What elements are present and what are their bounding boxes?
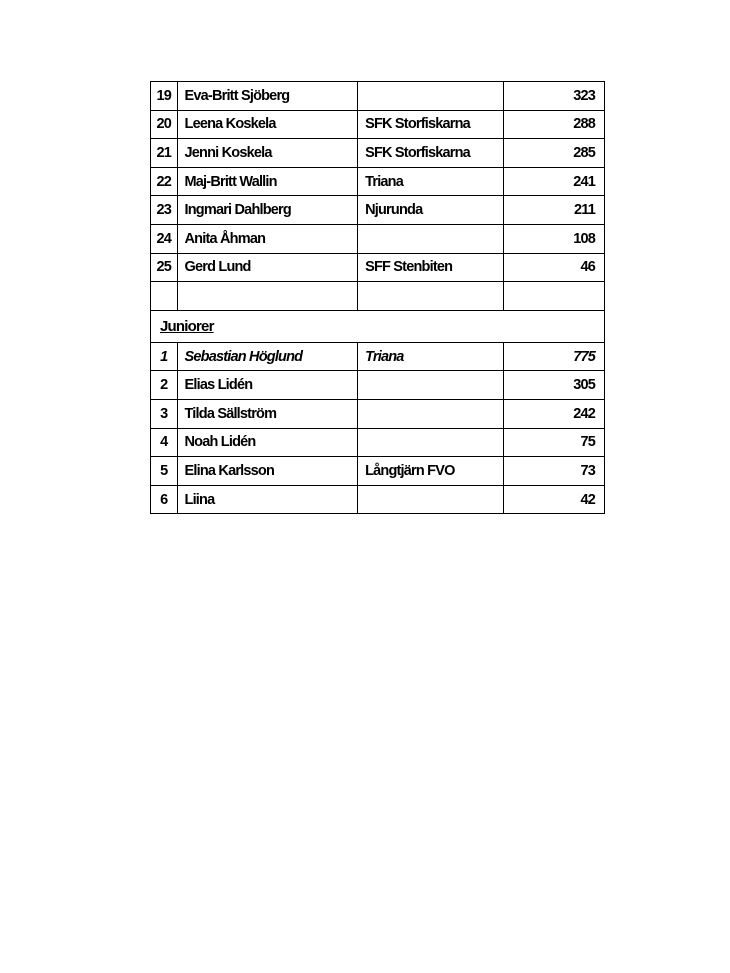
table-row	[151, 457, 605, 486]
club-cell	[358, 224, 504, 253]
points-cell: 305	[503, 371, 604, 400]
table-row	[151, 196, 605, 225]
place-cell: 25	[151, 253, 178, 282]
table-row	[151, 167, 605, 196]
table-row	[151, 399, 605, 428]
table-row	[151, 139, 605, 168]
name-cell: Anita Åhman	[177, 224, 358, 253]
points-cell: 285	[503, 139, 604, 168]
club-cell	[358, 82, 504, 111]
points-cell: 241	[503, 167, 604, 196]
empty-cell	[358, 282, 504, 311]
points-cell: 775	[503, 342, 604, 371]
club-cell: SFK Storfiskarna	[358, 139, 504, 168]
table-row	[151, 82, 605, 111]
table-row	[151, 110, 605, 139]
name-cell: Gerd Lund	[177, 253, 358, 282]
name-cell: Elias Lidén	[177, 371, 358, 400]
points-cell: 211	[503, 196, 604, 225]
points-cell: 242	[503, 399, 604, 428]
points-cell: 75	[503, 428, 604, 457]
name-cell: Sebastian Höglund	[177, 342, 358, 371]
name-cell: Tilda Sällström	[177, 399, 358, 428]
club-cell: Triana	[358, 342, 504, 371]
place-cell: 19	[151, 82, 178, 111]
points-cell: 323	[503, 82, 604, 111]
empty-cell	[503, 282, 604, 311]
place-cell: 3	[151, 399, 178, 428]
table-row	[151, 371, 605, 400]
place-cell: 23	[151, 196, 178, 225]
name-cell: Liina	[177, 485, 358, 514]
table-row	[151, 253, 605, 282]
place-cell: 5	[151, 457, 178, 486]
place-cell: 20	[151, 110, 178, 139]
name-cell: Leena Koskela	[177, 110, 358, 139]
club-cell	[358, 428, 504, 457]
points-cell: 288	[503, 110, 604, 139]
name-cell: Elina Karlsson	[177, 457, 358, 486]
club-cell: Njurunda	[358, 196, 504, 225]
name-cell: Noah Lidén	[177, 428, 358, 457]
points-cell: 42	[503, 485, 604, 514]
empty-cell	[177, 282, 358, 311]
table-row	[151, 485, 605, 514]
results-table	[150, 81, 605, 514]
name-cell: Maj-Britt Wallin	[177, 167, 358, 196]
name-cell: Jenni Koskela	[177, 139, 358, 168]
points-cell: 46	[503, 253, 604, 282]
name-cell: Eva-Britt Sjöberg	[177, 82, 358, 111]
club-cell: Triana	[358, 167, 504, 196]
section-heading-row	[151, 310, 605, 342]
club-cell	[358, 399, 504, 428]
table-row	[151, 224, 605, 253]
empty-row	[151, 282, 605, 311]
club-cell	[358, 485, 504, 514]
place-cell: 22	[151, 167, 178, 196]
place-cell: 4	[151, 428, 178, 457]
points-cell: 108	[503, 224, 604, 253]
place-cell: 24	[151, 224, 178, 253]
club-cell: SFK Storfiskarna	[358, 110, 504, 139]
place-cell: 21	[151, 139, 178, 168]
place-cell: 1	[151, 342, 178, 371]
juniors-heading: Juniorer	[151, 310, 605, 342]
table-row	[151, 428, 605, 457]
table-row	[151, 342, 605, 371]
place-cell: 2	[151, 371, 178, 400]
points-cell: 73	[503, 457, 604, 486]
place-cell: 6	[151, 485, 178, 514]
name-cell: Ingmari Dahlberg	[177, 196, 358, 225]
club-cell: Långtjärn FVO	[358, 457, 504, 486]
club-cell: SFF Stenbiten	[358, 253, 504, 282]
club-cell	[358, 371, 504, 400]
empty-cell	[151, 282, 178, 311]
